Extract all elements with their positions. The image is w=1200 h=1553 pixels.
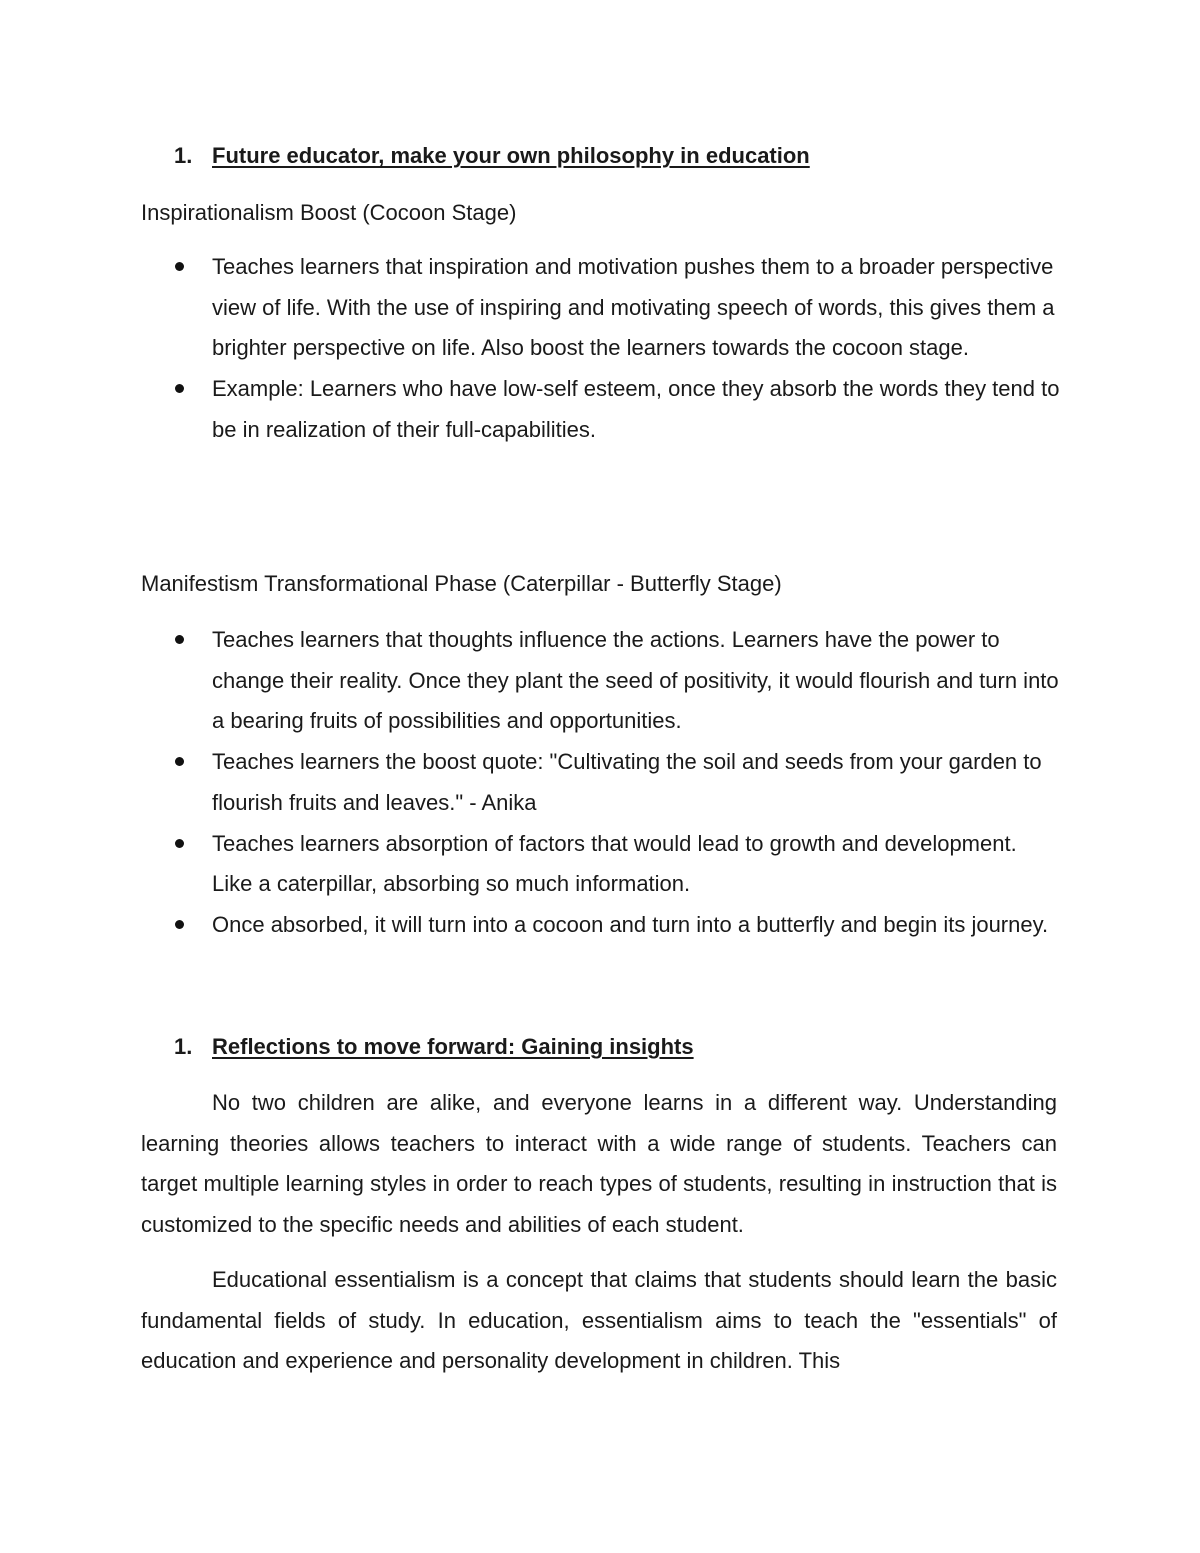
bullet-list-manifestism	[141, 620, 1061, 946]
list-item	[141, 369, 1061, 450]
section-number: 1.	[174, 143, 193, 168]
bullet-icon	[175, 839, 184, 848]
section-heading-reflections	[174, 1034, 694, 1060]
list-item-text: Teaches learners that inspiration and motivation pushes them to a broader perspective view of life. With the use of inspiring and motivating speech of words, this gives them a brighter perspective on life. Also boost the learners towards the cocoon stage.	[212, 254, 1055, 361]
list-item	[141, 905, 1061, 946]
list-item-text: Teaches learners that thoughts influence the actions. Learners have the power to change their reality. Once they plant the seed of positivity, it would flourish and turn into a bearing fruits of possibilities and opportunities.	[212, 627, 1059, 734]
section-title: Reflections to move forward: Gaining insights	[212, 1034, 694, 1059]
list-item	[141, 247, 1061, 369]
paragraph-learning-theories: No two children are alike, and everyone learns in a different way. Understanding learning theories allows teachers to interact with a wide range of students. Teachers can target multiple learning styles in order to reach types of students, resulting in instruction that is customized to the specific needs and abilities of each student.	[141, 1090, 1057, 1238]
section-heading-philosophy	[174, 143, 810, 169]
bullet-icon	[175, 384, 184, 393]
paragraph-essentialism: Educational essentialism is a concept that claims that students should learn the basic fundamental fields of study. In education, essentialism aims to teach the "essentials" of education and experience and personality development in children. This	[141, 1267, 1057, 1374]
list-item	[141, 620, 1061, 742]
list-item-text: Example: Learners who have low-self esteem, once they absorb the words they tend to be in realization of their full-capabilities.	[212, 376, 1060, 442]
bullet-icon	[175, 262, 184, 271]
list-item	[141, 824, 1061, 905]
list-item-text: Teaches learners absorption of factors that would lead to growth and development. Like a caterpillar, absorbing so much information.	[212, 830, 1017, 897]
bullet-icon	[175, 757, 184, 766]
section-title: Future educator, make your own philosophy in education	[212, 143, 810, 168]
subheading-inspirationalism: Inspirationalism Boost (Cocoon Stage)	[141, 200, 517, 225]
section-number: 1.	[174, 1034, 193, 1059]
subheading-manifestism: Manifestism Transformational Phase (Caterpillar - Butterfly Stage)	[141, 571, 782, 596]
list-item	[141, 742, 1061, 823]
bullet-icon	[175, 635, 184, 644]
list-item-text: Teaches learners the boost quote: "Cultivating the soil and seeds from your garden to flourish fruits and leaves." - Anika	[212, 749, 1042, 815]
bullet-list-inspirationalism	[141, 247, 1061, 451]
list-item-text: Once absorbed, it will turn into a cocoon and turn into a butterfly and begin its journey.	[212, 911, 1049, 937]
bullet-icon	[175, 920, 184, 929]
